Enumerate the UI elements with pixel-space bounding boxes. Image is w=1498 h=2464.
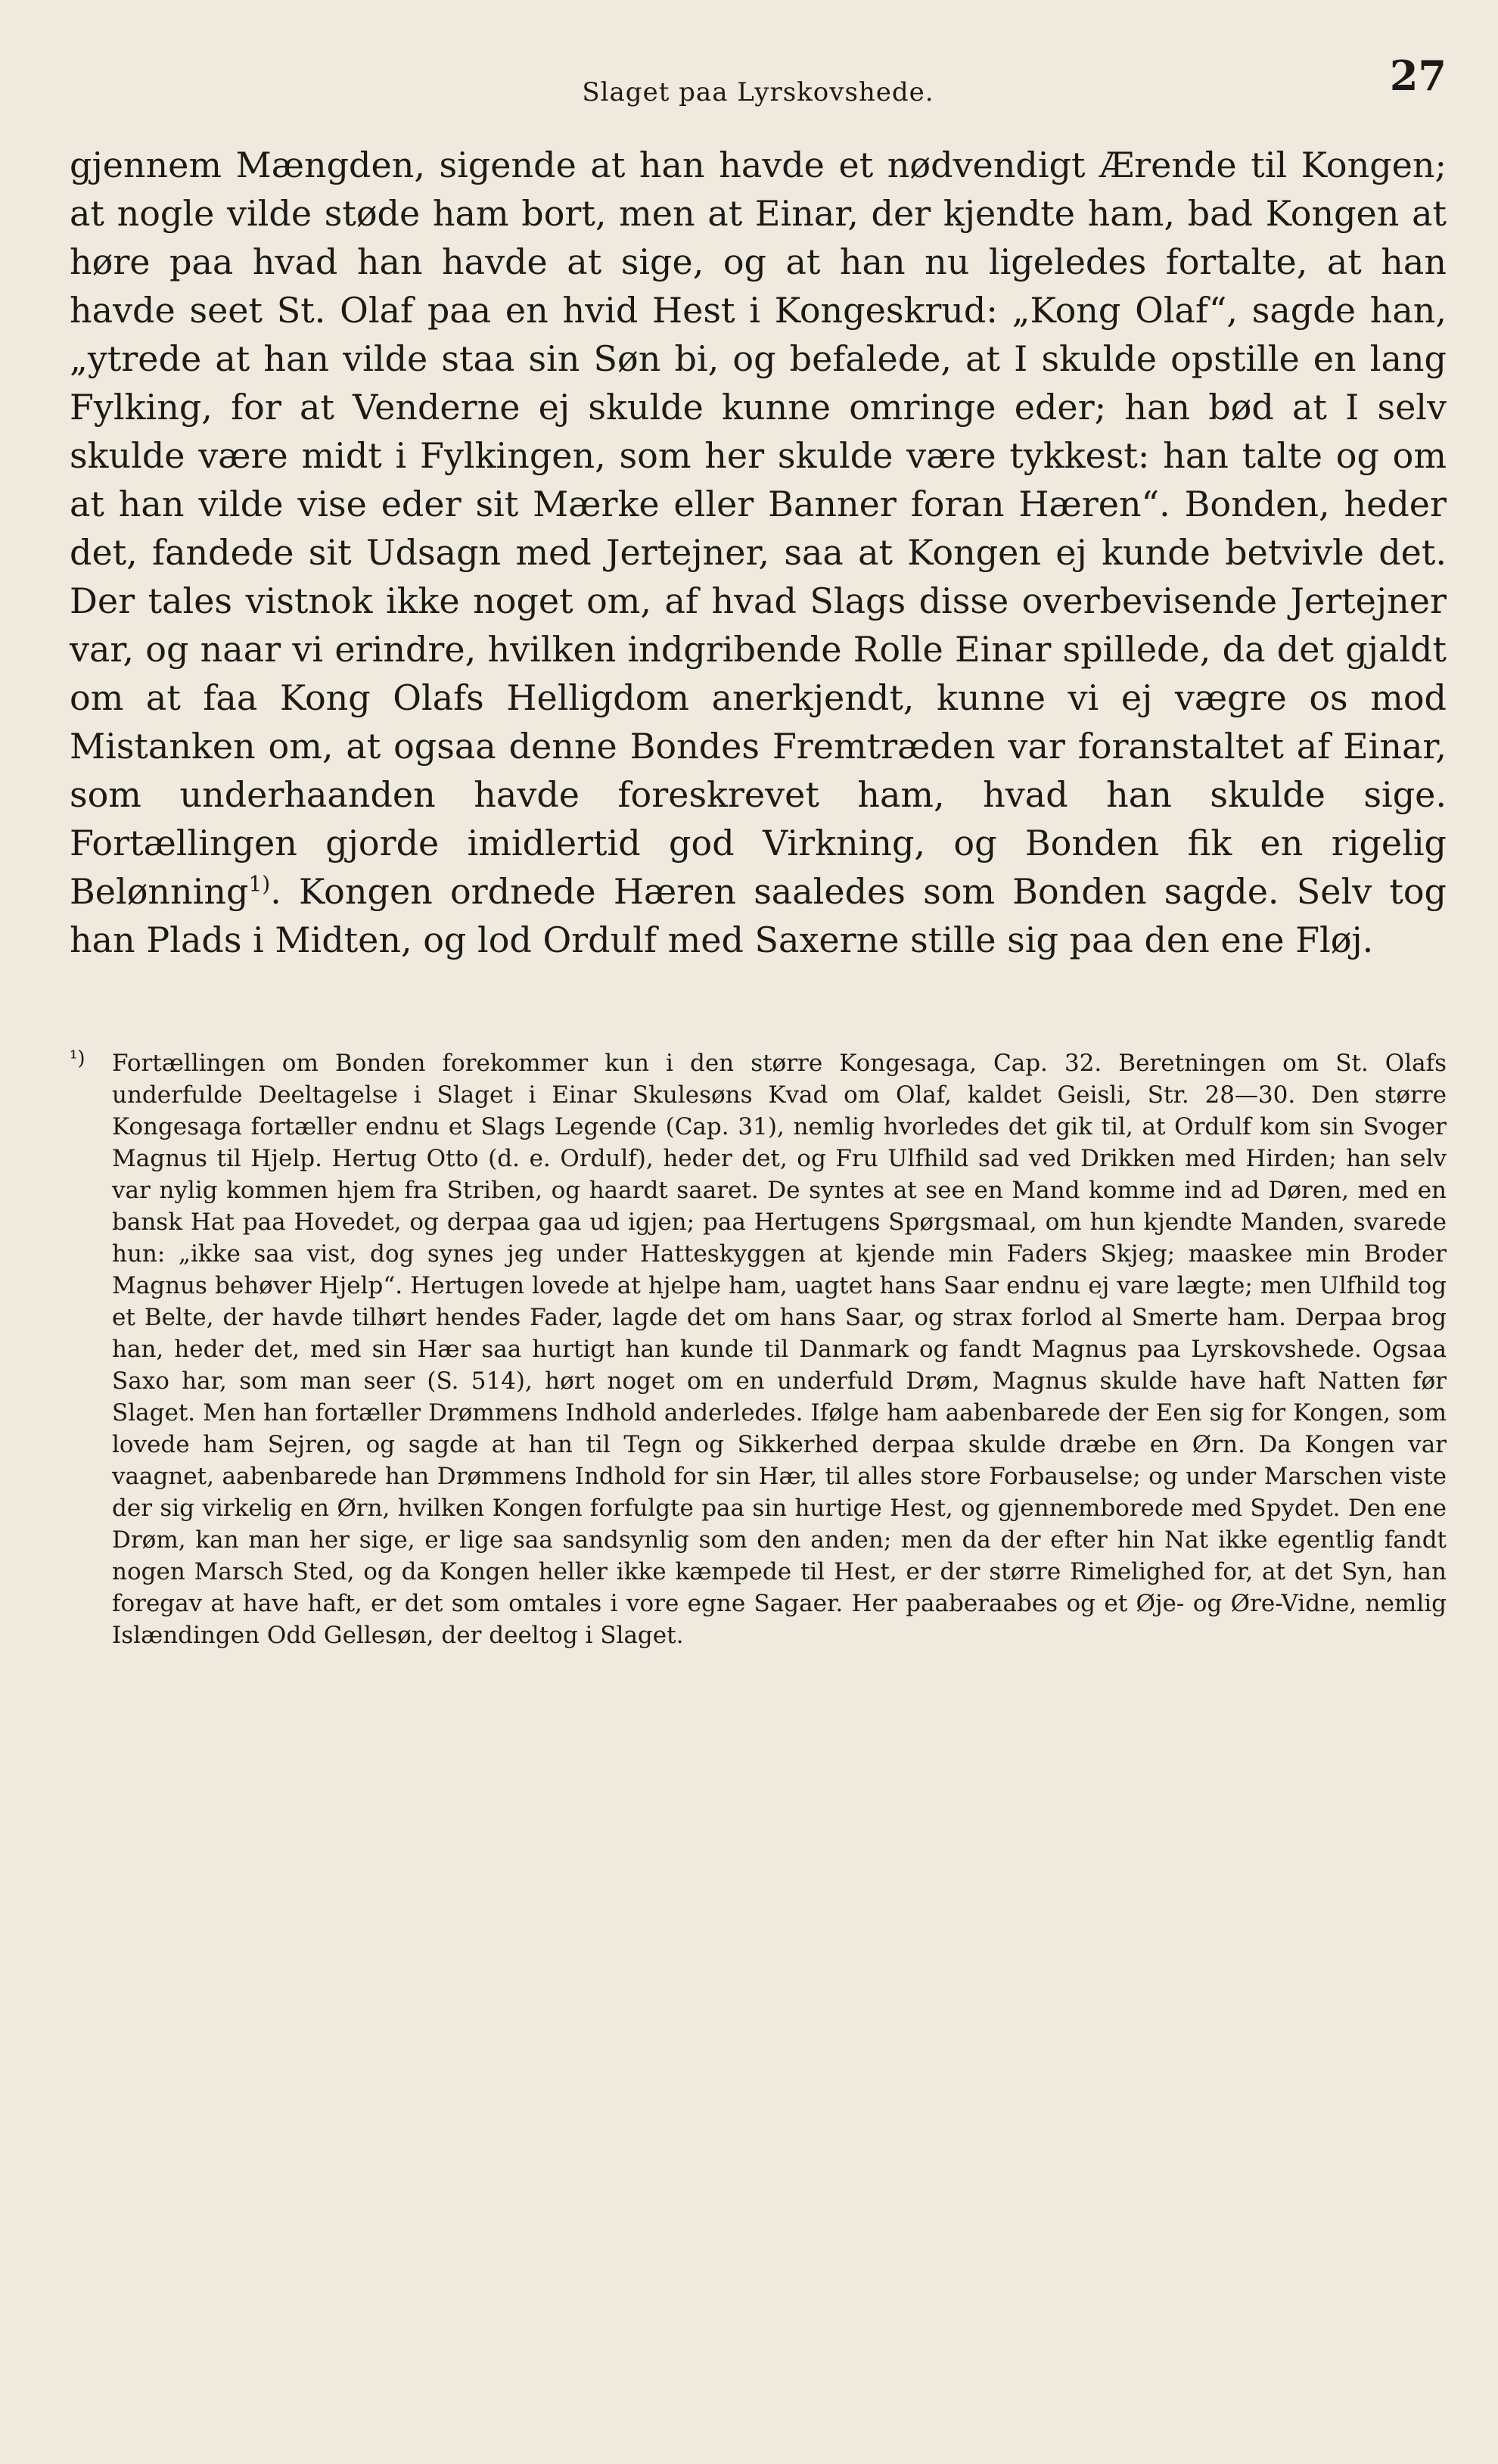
running-head: [70, 38, 1447, 121]
footnote: [70, 1047, 1447, 1651]
running-title: Slaget paa Lyrskovshede.: [582, 77, 934, 107]
book-page: [70, 38, 1447, 2429]
paragraph-text-end: . Kongen ordnede Hæren saaledes som Bonden sagde. Selv tog han Plads i Midten, og lod Ordulf med Saxerne stille sig paa den ene Fløj.: [70, 871, 1447, 960]
footnote-mark: ¹): [70, 1047, 85, 1070]
main-paragraph: [70, 141, 1447, 964]
footnote-text: Fortællingen om Bonden forekommer kun i den større Kongesaga, Cap. 32. Beretningen om St. Olafs underfulde Deeltagelse i Slaget i Einar Skulesøns Kvad om Olaf, kaldet Geisli, Str. 28—30. Den større Kongesaga fortæller endnu et Slags Legende (Cap. 31), nemlig hvorledes det gik til, at Ordulf kom sin Svoger Magnus til Hjelp. Hertug Otto (d. e. Ordulf), heder det, og Fru Ulfhild sad ved Drikken med Hirden; han selv var nylig kommen hjem fra Striben, og haardt saaret. De syntes at see en Mand komme ind ad Døren, med en bansk Hat paa Hovedet, og derpaa gaa ud igjen; paa Hertugens Spørgsmaal, om hun kjendte Manden, svarede hun: „ikke saa vist, dog synes jeg under Hatteskyggen at kjende min Faders Skjeg; maaskee min Broder Magnus behøver Hjelp“. Hertugen lovede at hjelpe ham, uagtet hans Saar endnu ej vare lægte; men Ulfhild tog et Belte, der havde tilhørt hendes Fader, lagde det om hans Saar, og strax forlod al Smerte ham. Derpaa brog han, heder det, med sin Hær saa hurtigt han kunde til Danmark og fandt Magnus paa Lyrskovshede. Ogsaa Saxo har, som man seer (S. 514), hørt noget om en underfuld Drøm, Magnus skulde have haft Natten før Slaget. Men han fortæller Drømmens Indhold anderledes. Ifølge ham aabenbarede der Een sig for Kongen, som lovede ham Sejren, og sagde at han til Tegn og Sikkerhed derpaa skulde dræbe en Ørn. Da Kongen var vaagnet, aabenbarede han Drømmens Indhold for sin Hær, til alles store Forbauselse; og under Marschen viste der sig virkelig en Ørn, hvilken Kongen forfulgte paa sin hurtige Hest, og gjennemborede med Spydet. Den ene Drøm, kan man her sige, er lige saa sandsynlig som den anden; men da der efter hin Nat ikke egentlig fandt nogen Marsch Sted, og da Kongen heller ikke kæmpede til Hest, er der større Rimelighed for, at det Syn, han foregav at have haft, er det som omtales i vore egne Sagaer. Her paaberaabes og et Øje- og Øre-Vidne, nemlig Islændingen Odd Gellesøn, der deeltog i Slaget.: [112, 1050, 1447, 1649]
page-number: 27: [1389, 51, 1447, 100]
paragraph-text: gjennem Mængden, sigende at han havde et nødvendigt Ærende til Kongen; at nogle vilde støde ham bort, men at Einar, der kjendte ham, bad Kongen at høre paa hvad han havde at sige, og at han nu ligeledes fortalte, at han havde seet St. Olaf paa en hvid Hest i Kongeskrud: „Kong Olaf“, sagde han, „ytrede at han vilde staa sin Søn bi, og befalede, at I skulde opstille en lang Fylking, for at Venderne ej skulde kunne omringe eder; han bød at I selv skulde være midt i Fylkingen, som her skulde være tykkest: han talte og om at han vilde vise eder sit Mærke eller Banner foran Hæren“. Bonden, heder det, fandede sit Udsagn med Jertejner, saa at Kongen ej kunde betvivle det. Der tales vistnok ikke noget om, af hvad Slags disse overbevisende Jertejner var, og naar vi erindre, hvilken indgribende Rolle Einar spillede, da det gjaldt om at faa Kong Olafs Helligdom anerkjendt, kunne vi ej vægre os mod Mistanken om, at ogsaa denne Bondes Fremtræden var foranstaltet af Einar, som underhaanden havde foreskrevet ham, hvad han skulde sige. Fortællingen gjorde imidlertid god Virkning, og Bonden fik en rigelig Belønning: [70, 145, 1447, 912]
footnote-reference: 1): [248, 871, 271, 897]
footnote-ref-number: 1: [248, 871, 263, 897]
